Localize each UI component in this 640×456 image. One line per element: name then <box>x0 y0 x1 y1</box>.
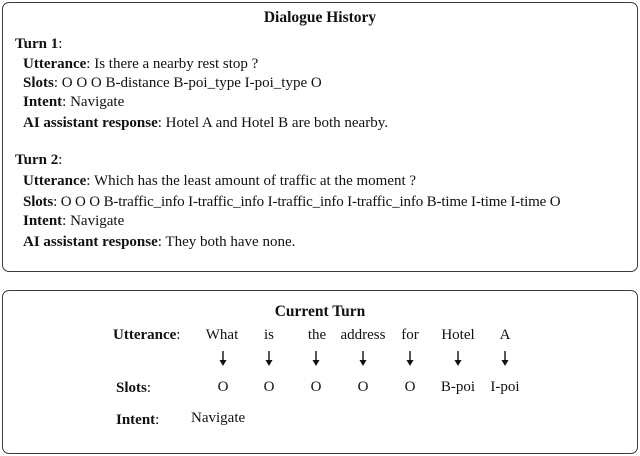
turn-2-utterance <box>23 172 416 190</box>
current-turn-panel <box>2 290 638 454</box>
token-slot: B-poi <box>440 379 476 395</box>
turn-heading-label: Turn 2 <box>15 152 59 168</box>
turn-2-heading <box>15 151 62 169</box>
colon: : <box>176 327 181 343</box>
down-arrow-icon <box>405 351 415 367</box>
down-arrow-icon <box>264 351 274 367</box>
turn-1-utterance <box>23 55 258 73</box>
current-utterance-label <box>113 326 180 344</box>
intent-label: Intent <box>23 94 63 110</box>
colon: : <box>53 75 59 91</box>
colon: : <box>157 234 162 250</box>
turn-1-slots <box>23 74 322 92</box>
intent-text: Navigate <box>70 94 125 110</box>
token-slot: O <box>310 379 322 395</box>
colon: : <box>86 56 91 72</box>
down-arrow-icon <box>311 351 321 367</box>
utterance-text: Which has the least amount of traffic at the moment ? <box>93 173 417 189</box>
utterance-text: Is there a nearby rest stop ? <box>94 56 259 72</box>
down-arrow-icon <box>218 351 228 367</box>
down-arrow-icon <box>453 351 463 367</box>
token-word: Hotel <box>441 327 475 343</box>
token-slot: O <box>404 379 416 395</box>
colon: : <box>53 194 58 210</box>
intent-label: Intent <box>23 213 63 229</box>
token-slot: I-poi <box>490 379 520 395</box>
dialogue-history-panel <box>2 2 638 272</box>
token-word: for <box>401 327 419 343</box>
token-word: the <box>307 327 327 343</box>
token-slot: O <box>357 379 369 395</box>
intent-text: Navigate <box>70 213 125 229</box>
turn-2-response <box>23 233 295 251</box>
slots-text: O O O B-traffic_info I-traffic_info I-traffic_info I-traffic_info B-time I-time I-time O <box>60 194 561 210</box>
token-word: is <box>263 327 275 343</box>
colon: : <box>62 213 67 229</box>
slots-label: Slots <box>116 380 147 396</box>
turn-heading-label: Turn 1 <box>15 36 59 52</box>
slots-label: Slots <box>23 194 54 210</box>
utterance-label: Utterance <box>23 173 87 189</box>
response-text: They both have none. <box>165 234 296 250</box>
current-turn-title: Current Turn <box>274 303 366 320</box>
turn-1-heading <box>15 35 62 53</box>
down-arrow-icon <box>500 351 510 367</box>
current-intent-value: Navigate <box>191 410 246 426</box>
token-word: A <box>499 327 511 343</box>
down-arrow-icon <box>358 351 368 367</box>
token-slot: O <box>263 379 275 395</box>
current-slots-label <box>116 379 151 397</box>
token-slot: O <box>217 379 229 395</box>
token-word: What <box>205 327 239 343</box>
slots-label: Slots <box>23 75 54 91</box>
colon: : <box>155 412 160 428</box>
utterance-label: Utterance <box>23 56 87 72</box>
response-text: Hotel A and Hotel B are both nearby. <box>165 115 388 131</box>
dialogue-history-title: Dialogue History <box>263 9 377 26</box>
colon: : <box>62 94 67 110</box>
response-label: AI assistant response <box>23 115 158 131</box>
current-intent-label <box>116 411 159 429</box>
colon: : <box>146 380 152 396</box>
token-word: address <box>340 327 386 343</box>
response-label: AI assistant response <box>23 234 158 250</box>
intent-label: Intent <box>116 412 156 428</box>
utterance-label: Utterance <box>113 327 177 343</box>
colon: : <box>86 173 91 189</box>
turn-2-slots <box>23 193 560 211</box>
colon: : <box>58 36 63 52</box>
turn-2-intent <box>23 212 124 230</box>
colon: : <box>157 115 162 131</box>
colon: : <box>58 152 63 168</box>
slots-text: O O O B-distance B-poi_type I-poi_type O <box>61 75 322 91</box>
turn-1-intent <box>23 93 124 111</box>
turn-1-response <box>23 114 388 132</box>
